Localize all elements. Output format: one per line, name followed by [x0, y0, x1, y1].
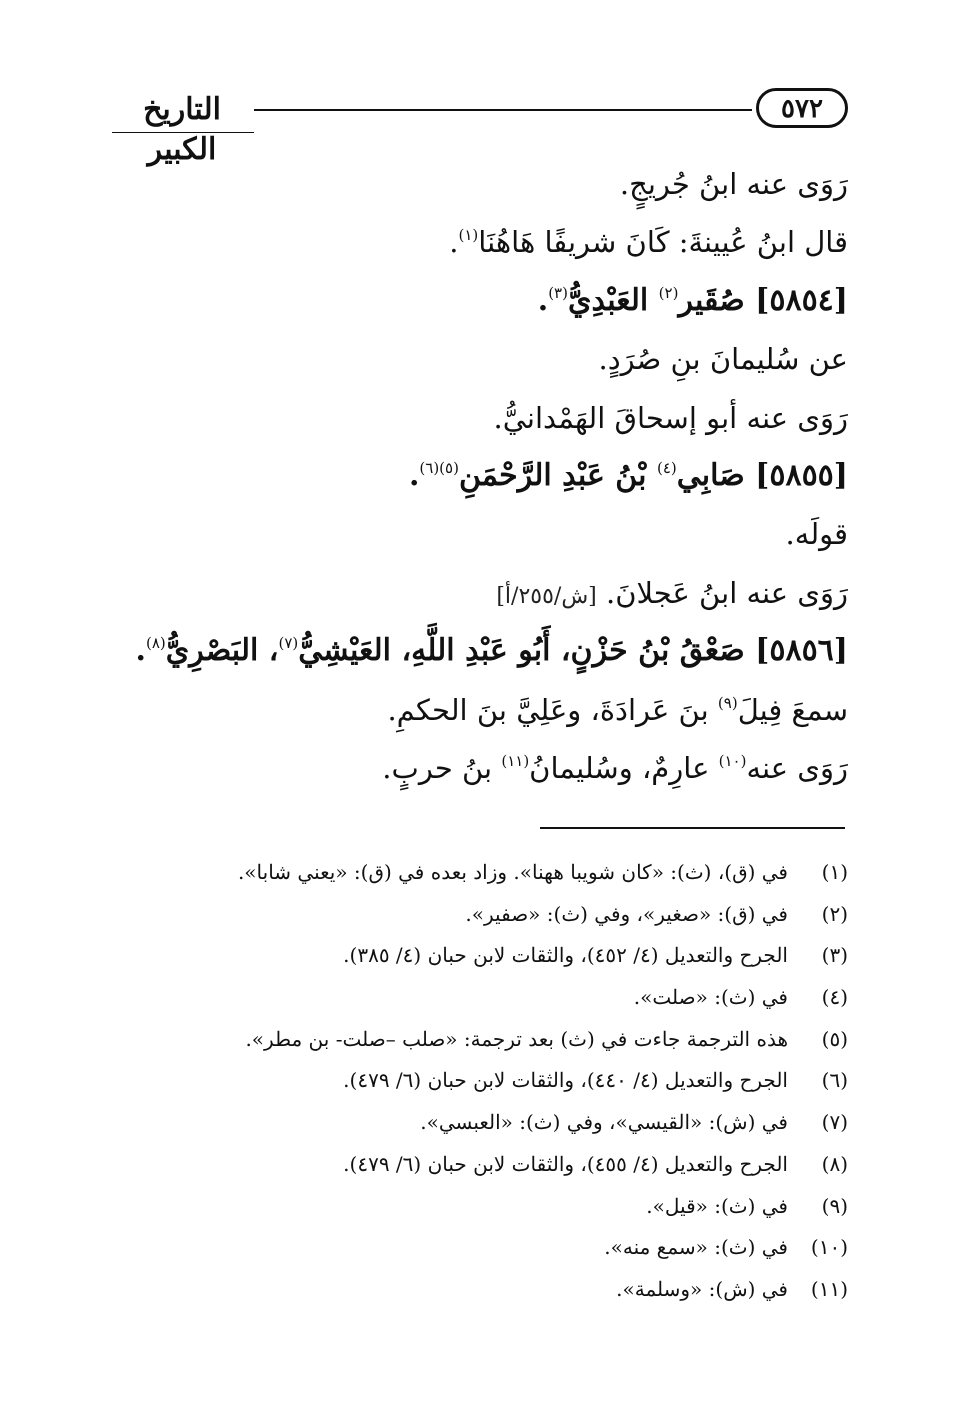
- footnote-text: الجرح والتعديل (٤/ ٤٥٢)، والثقات لابن حبان (٤/ ٣٨٥).: [343, 943, 788, 968]
- entry-heading: [118, 447, 848, 505]
- footnote-text: في (ش): «وسلمة».: [616, 1276, 788, 1301]
- line-text: سمعَ فِيلَ: [737, 692, 848, 727]
- text-line: [118, 389, 848, 447]
- line-text: رَوَى عنه أبو إسحاقَ الهَمْدانيُّ.: [493, 400, 848, 435]
- footnote-item: [128, 1144, 848, 1186]
- page-header: [112, 88, 848, 167]
- footnote-item: [128, 852, 848, 894]
- footnote-marker: (١): [458, 226, 479, 245]
- footnote-item: [128, 1019, 848, 1061]
- book-title: التاريخ الكبير: [143, 92, 221, 167]
- header-rule: [254, 109, 752, 111]
- line-text-continued: ، البَصْرِيُّ: [165, 633, 279, 669]
- text-line: [118, 155, 848, 213]
- footnote-item: [128, 977, 848, 1019]
- header-underline: [112, 132, 254, 133]
- text-line: [118, 213, 848, 271]
- footnote-text: في (ث): «صلت».: [633, 985, 788, 1010]
- line-text-continued: .: [135, 633, 146, 669]
- footnote-number: (٤): [821, 985, 848, 1010]
- line-text: رَوَى عنه ابنُ عَجلانَ.: [605, 575, 848, 610]
- line-text: [٥٨٥٤] صُقَير: [678, 282, 848, 318]
- footnote-number: (١١): [810, 1276, 848, 1301]
- line-text-continued: .: [408, 457, 420, 493]
- footnote-text: في (ش): «القيسي»، وفي (ث): «العبسي».: [420, 1110, 788, 1135]
- footnote-text: في (ث): «سمع منه».: [604, 1235, 788, 1260]
- footnote-text: الجرح والتعديل (٤/ ٤٤٠)، والثقات لابن حبان (٦/ ٤٧٩).: [343, 1068, 788, 1093]
- line-text: رَوَى عنه ابنُ جُريجٍ.: [619, 167, 848, 201]
- line-text: عن سُليمانَ بنِ صُرَدٍ.: [598, 342, 848, 377]
- line-text-continued: بْنُ عَبْدِ الرَّحْمَنِ: [458, 457, 657, 493]
- footnote-number: (٣): [821, 943, 848, 968]
- footnote-text: هذه الترجمة جاءت في (ث) بعد ترجمة: «صلب –صلت- بن مطر».: [245, 1026, 788, 1051]
- footnote-number: (١): [821, 860, 848, 884]
- footnote-number: (٩): [821, 1193, 848, 1218]
- line-text: [٥٨٥٥] صَابِي: [676, 457, 848, 493]
- footnote-marker: (١١): [501, 751, 530, 770]
- footnote-number: (٢): [821, 901, 848, 926]
- manuscript-reference: [ش/٢٥٥/أ]: [496, 583, 597, 609]
- footnote-item: [128, 894, 848, 936]
- line-text: رَوَى عنه: [746, 750, 848, 785]
- page-number: ٥٧٢: [756, 88, 848, 128]
- footnote-item: [128, 1102, 848, 1144]
- line-text-continued: بنُ حربٍ.: [382, 750, 502, 785]
- footnote-number: (٧): [821, 1110, 848, 1135]
- text-line: [118, 564, 848, 622]
- footnote-number: (١٠): [810, 1235, 848, 1260]
- line-text: قال ابنُ عُيينةَ: كَانَ شريفًا هَاهُنَا: [478, 225, 848, 260]
- footnote-item: [128, 935, 848, 977]
- footnotes: [128, 852, 848, 1311]
- footnote-marker: (٨): [145, 634, 166, 653]
- text-line: [118, 681, 848, 739]
- footnote-marker: (٧): [278, 634, 299, 653]
- line-text-continued: بنَ عَرادَةَ، وعَلِيَّ بنَ الحكمِ.: [387, 692, 718, 727]
- entry-heading: [118, 272, 848, 330]
- footnote-separator: [540, 827, 845, 829]
- footnote-item: [128, 1269, 848, 1311]
- footnote-item: [128, 1227, 848, 1269]
- line-text: قولَه.: [785, 517, 848, 552]
- footnote-number: (٥): [821, 1026, 848, 1051]
- text-line: [118, 739, 848, 797]
- footnote-text: الجرح والتعديل (٤/ ٤٥٥)، والثقات لابن حبان (٦/ ٤٧٩).: [343, 1151, 788, 1176]
- main-text: [118, 155, 848, 797]
- footnote-marker: (٤): [656, 458, 677, 477]
- footnote-marker: (٢): [658, 283, 679, 302]
- line-text-continued: .: [449, 225, 459, 260]
- footnote-marker: (٣): [548, 283, 568, 302]
- line-text-continued: العَبْدِيُّ: [567, 282, 659, 318]
- footnote-item: [128, 1186, 848, 1228]
- footnote-marker: (١٠): [718, 751, 747, 770]
- footnote-text: في (ق): «صغير»، وفي (ث): «صفير».: [465, 901, 788, 926]
- footnote-item: [128, 1060, 848, 1102]
- footnote-text: في (ث): «قيل».: [646, 1193, 788, 1218]
- entry-heading: [118, 622, 848, 680]
- footnote-marker: (٩): [717, 693, 738, 712]
- text-line: [118, 505, 848, 563]
- line-text-continued: .: [537, 282, 549, 318]
- footnote-marker: (٥)(٦): [419, 458, 459, 477]
- text-line: [118, 330, 848, 388]
- line-text-continued: عارِمٌ، وسُليمانُ: [529, 750, 719, 785]
- footnote-number: (٨): [821, 1151, 848, 1176]
- line-text: [٥٨٥٦] صَعْقُ بْنُ حَزْنٍ، أَبُو عَبْدِ اللَّهِ، العَيْشِيُّ: [298, 633, 848, 669]
- footnote-number: (٦): [821, 1068, 848, 1093]
- footnote-text: في (ق)، (ث): «كان شويبا ههنا». وزاد بعده في (ق): «يعني شابا».: [237, 860, 788, 884]
